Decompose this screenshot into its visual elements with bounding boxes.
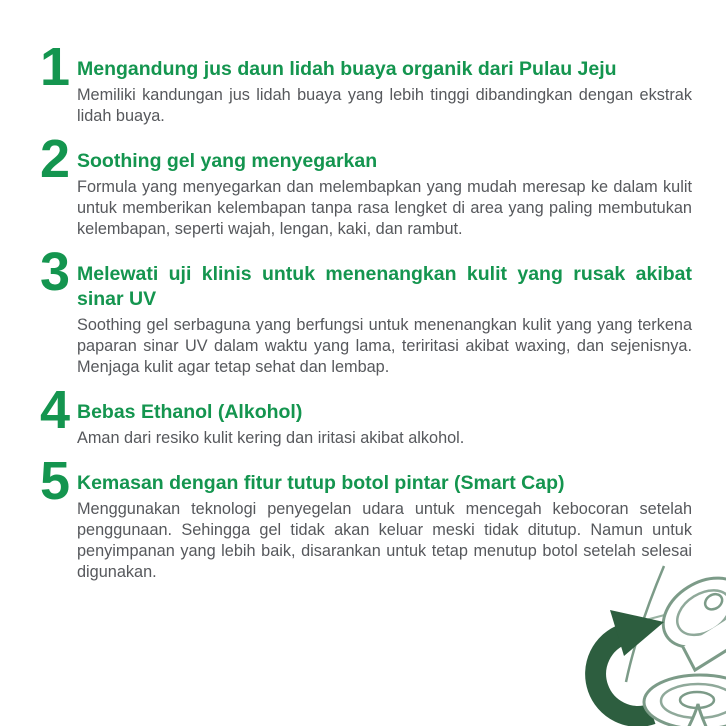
item-heading: Kemasan dengan fitur tutup botol pintar (Smart Cap): [77, 472, 565, 494]
item-heading: Melewati uji klinis untuk menenangkan kulit yang rusak akibat sinar UV: [77, 263, 692, 310]
item-number: 1: [40, 37, 69, 97]
cap-lid: [651, 564, 726, 675]
item-heading: Bebas Ethanol (Alkohol): [77, 401, 303, 423]
item-body: Aman dari resiko kulit kering dan iritasi akibat alkohol.: [77, 429, 465, 447]
benefit-item-4: [40, 380, 692, 449]
benefit-item-1: [40, 37, 692, 127]
item-number: 5: [40, 451, 69, 511]
item-body: Menggunakan teknologi penyegelan udara untuk mencegah kebocoran setelah penggunaan. Sehingga gel tidak akan keluar meski tidak ditutup. Namun untuk penyimpanan yang lebih baik, disarankan untuk tetap menutup botol setelah selesai digunakan.: [77, 500, 692, 581]
smart-cap-illustration: [568, 564, 726, 726]
item-body: Memiliki kandungan jus lidah buaya yang lebih tinggi dibandingkan dengan ekstrak lidah buaya.: [77, 86, 692, 125]
benefit-item-2: [40, 129, 692, 240]
item-content: [77, 387, 692, 449]
item-heading: Mengandung jus daun lidah buaya organik dari Pulau Jeju: [77, 58, 617, 80]
item-heading: Soothing gel yang menyegarkan: [77, 150, 378, 172]
item-number: 4: [40, 380, 69, 440]
item-body: Formula yang menyegarkan dan melembapkan yang mudah meresap ke dalam kulit untuk memberikan kelembapan tanpa rasa lengket di area yang paling membutukan kelembapan, seperti wajah, lengan, kaki, dan rambut.: [77, 178, 692, 238]
item-body: Soothing gel serbaguna yang berfungsi untuk menenangkan kulit yang yang terkena paparan sinar UV dalam waktu yang lama, teriritasi akibat waxing, dan sejenisnya. Menjaga kulit agar tetap sehat dan lembap.: [77, 316, 692, 376]
bottle-mouth: [644, 675, 726, 726]
item-number: 3: [40, 242, 69, 302]
item-number: 2: [40, 129, 69, 189]
item-content: [77, 249, 692, 378]
item-content: [77, 44, 692, 127]
benefit-item-3: [40, 242, 692, 378]
smart-cap-icon: [568, 564, 726, 726]
item-content: [77, 136, 692, 240]
